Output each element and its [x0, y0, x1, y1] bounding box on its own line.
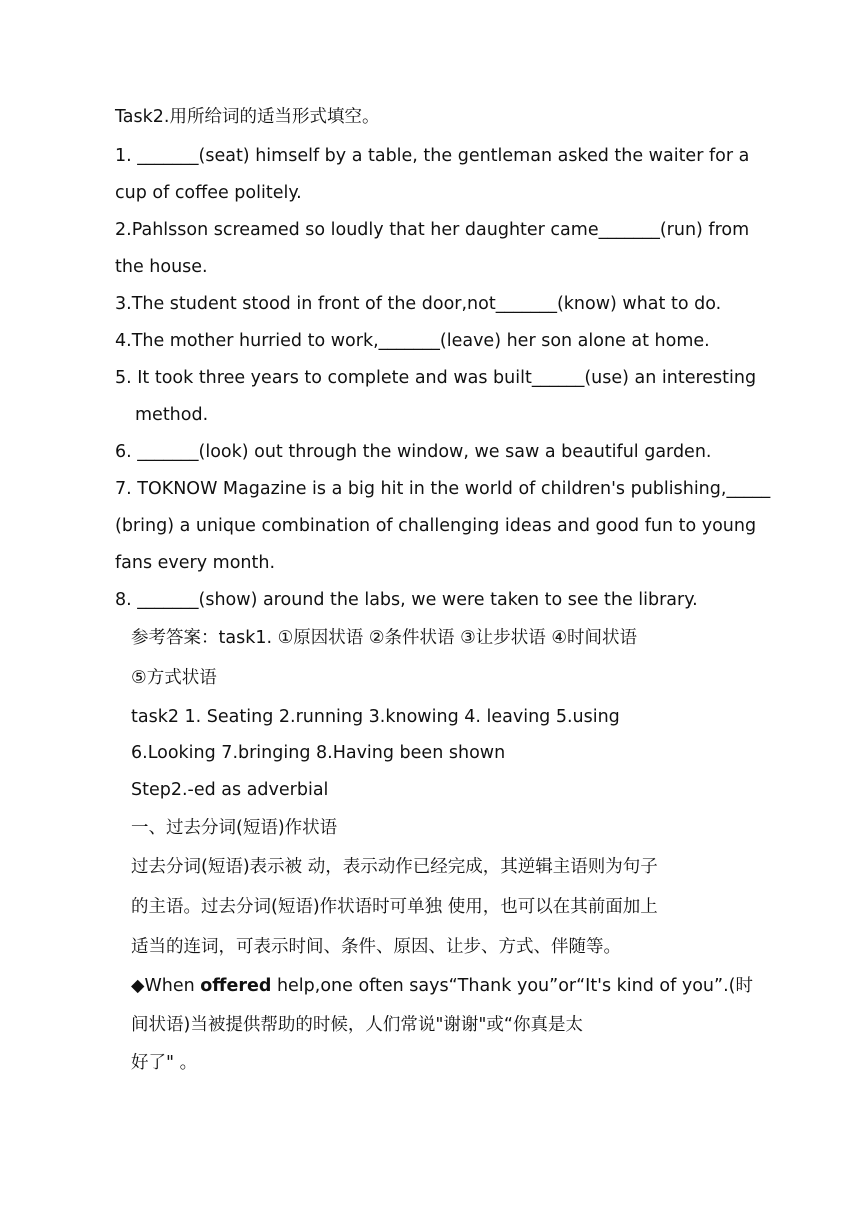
- section-heading: 一、过去分词(短语)作状语: [131, 818, 338, 838]
- paragraph-line-2: 的主语。过去分词(短语)作状语时可单独 使用，也可以在其前面加上: [131, 897, 658, 917]
- example-text-start: ◆When: [131, 976, 201, 996]
- step2-heading: Step2.-ed as adverbial: [131, 780, 329, 800]
- question-5-line-1: 5. It took three years to complete and was built______(use) an interesting: [115, 368, 757, 388]
- example-line-3: 好了" 。: [131, 1053, 198, 1073]
- question-2-line-2: the house.: [115, 257, 208, 277]
- answers-line-3: task2 1. Seating 2.running 3.knowing 4. leaving 5.using: [131, 707, 620, 727]
- question-3: 3.The student stood in front of the door,not_______(know) what to do.: [115, 294, 722, 314]
- question-1-line-1: 1. _______(seat) himself by a table, the gentleman asked the waiter for a: [115, 146, 750, 166]
- paragraph-line-1: 过去分词(短语)表示被 动，表示动作已经完成，其逆辑主语则为句子: [131, 857, 658, 877]
- question-2-line-1: 2.Pahlsson screamed so loudly that her daughter came_______(run) from: [115, 220, 750, 240]
- paragraph-line-3: 适当的连词，可表示时间、条件、原因、让步、方式、伴随等。: [131, 937, 621, 957]
- example-bold-word: offered: [200, 976, 272, 996]
- task2-heading: Task2.用所给词的适当形式填空。: [115, 107, 380, 127]
- example-text-end: help,one often says“Thank you”or“It's kind of you”.(时: [271, 976, 753, 996]
- answers-line-2: ⑤方式状语: [131, 668, 217, 688]
- question-7-line-1: 7. TOKNOW Magazine is a big hit in the world of children's publishing,_____: [115, 479, 771, 499]
- example-line-1: [131, 974, 753, 998]
- question-5-line-2: method.: [135, 405, 209, 425]
- question-7-line-2: (bring) a unique combination of challenging ideas and good fun to young: [115, 516, 757, 536]
- question-1-line-2: cup of coffee politely.: [115, 183, 302, 203]
- answers-line-4: 6.Looking 7.bringing 8.Having been shown: [131, 743, 506, 763]
- question-4: 4.The mother hurried to work,_______(leave) her son alone at home.: [115, 331, 710, 351]
- question-8: 8. _______(show) around the labs, we were taken to see the library.: [115, 590, 698, 610]
- answers-line-1: 参考答案：task1. ①原因状语 ②条件状语 ③让步状语 ④时间状语: [131, 628, 638, 648]
- question-7-line-3: fans every month.: [115, 553, 276, 573]
- question-6: 6. _______(look) out through the window, we saw a beautiful garden.: [115, 442, 712, 462]
- example-line-2: 间状语)当被提供帮助的时候，人们常说"谢谢"或“你真是太: [131, 1015, 583, 1035]
